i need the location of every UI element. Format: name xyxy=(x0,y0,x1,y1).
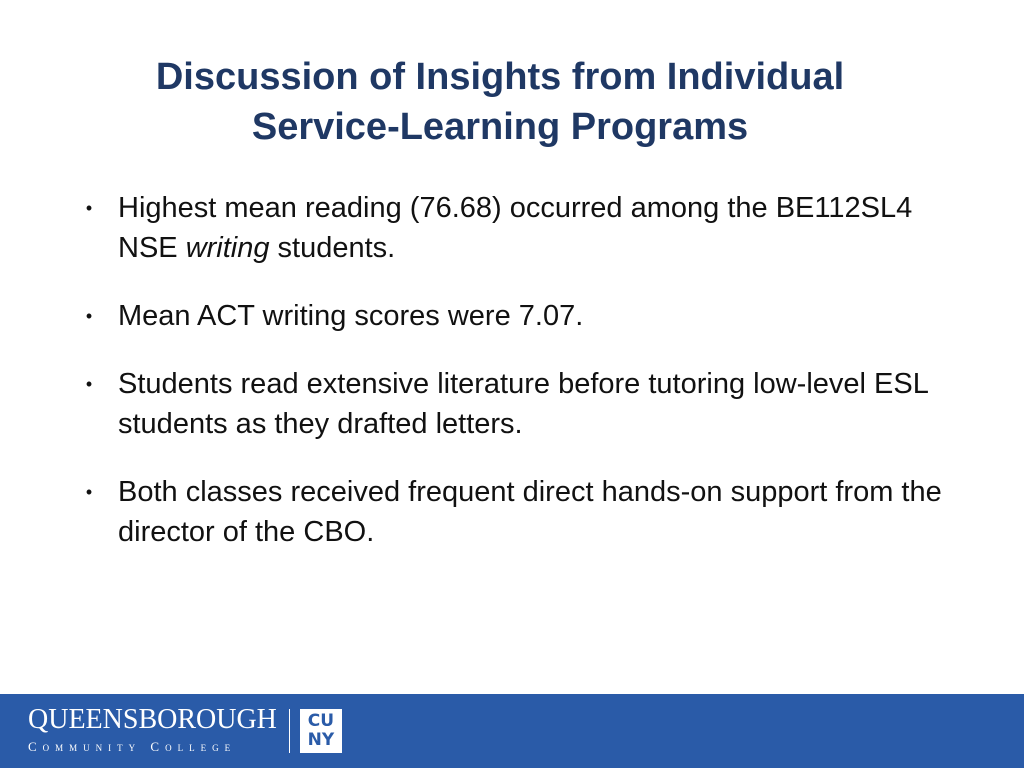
bullet-icon: • xyxy=(85,374,93,394)
slide-title-line-2: Service-Learning Programs xyxy=(251,106,749,148)
college-logo xyxy=(28,706,342,756)
cuny-logo-top: CU xyxy=(307,711,335,731)
bullet-item xyxy=(82,364,962,444)
bullet-text-emphasis: writing xyxy=(185,232,270,264)
logo-divider xyxy=(289,709,290,753)
cuny-logo-bottom: NY xyxy=(307,730,335,750)
bullet-text-tail: students. xyxy=(269,232,396,264)
bullet-icon: • xyxy=(85,306,93,326)
bullet-text xyxy=(118,476,942,548)
bullet-item xyxy=(82,188,962,268)
footer-bar xyxy=(0,694,1024,768)
bullet-item xyxy=(82,472,962,552)
bullet-text xyxy=(118,368,928,440)
logo-wordmark xyxy=(28,706,277,756)
bullet-text-main: Students read extensive literature before tutoring low-level ESL students as they drafted letters. xyxy=(118,368,928,440)
bullet-list xyxy=(82,188,962,580)
cuny-logo-icon xyxy=(300,709,342,753)
bullet-text-main: Highest mean reading (76.68) occurred among the BE112SL4 NSE xyxy=(118,192,913,264)
bullet-text xyxy=(118,300,583,332)
logo-subtitle: Community College xyxy=(28,739,237,754)
bullet-text-main: Both classes received frequent direct hands-on support from the director of the CBO. xyxy=(118,476,942,548)
logo-name: QUEENSBOROUGH xyxy=(28,704,277,735)
bullet-text-main: Mean ACT writing scores were 7.07. xyxy=(118,300,584,332)
bullet-text xyxy=(118,192,912,264)
bullet-icon: • xyxy=(85,198,93,218)
slide-title-line-1: Discussion of Insights from Individual xyxy=(155,56,845,98)
slide-title xyxy=(40,52,960,152)
bullet-item xyxy=(82,296,962,336)
bullet-icon: • xyxy=(85,482,93,502)
